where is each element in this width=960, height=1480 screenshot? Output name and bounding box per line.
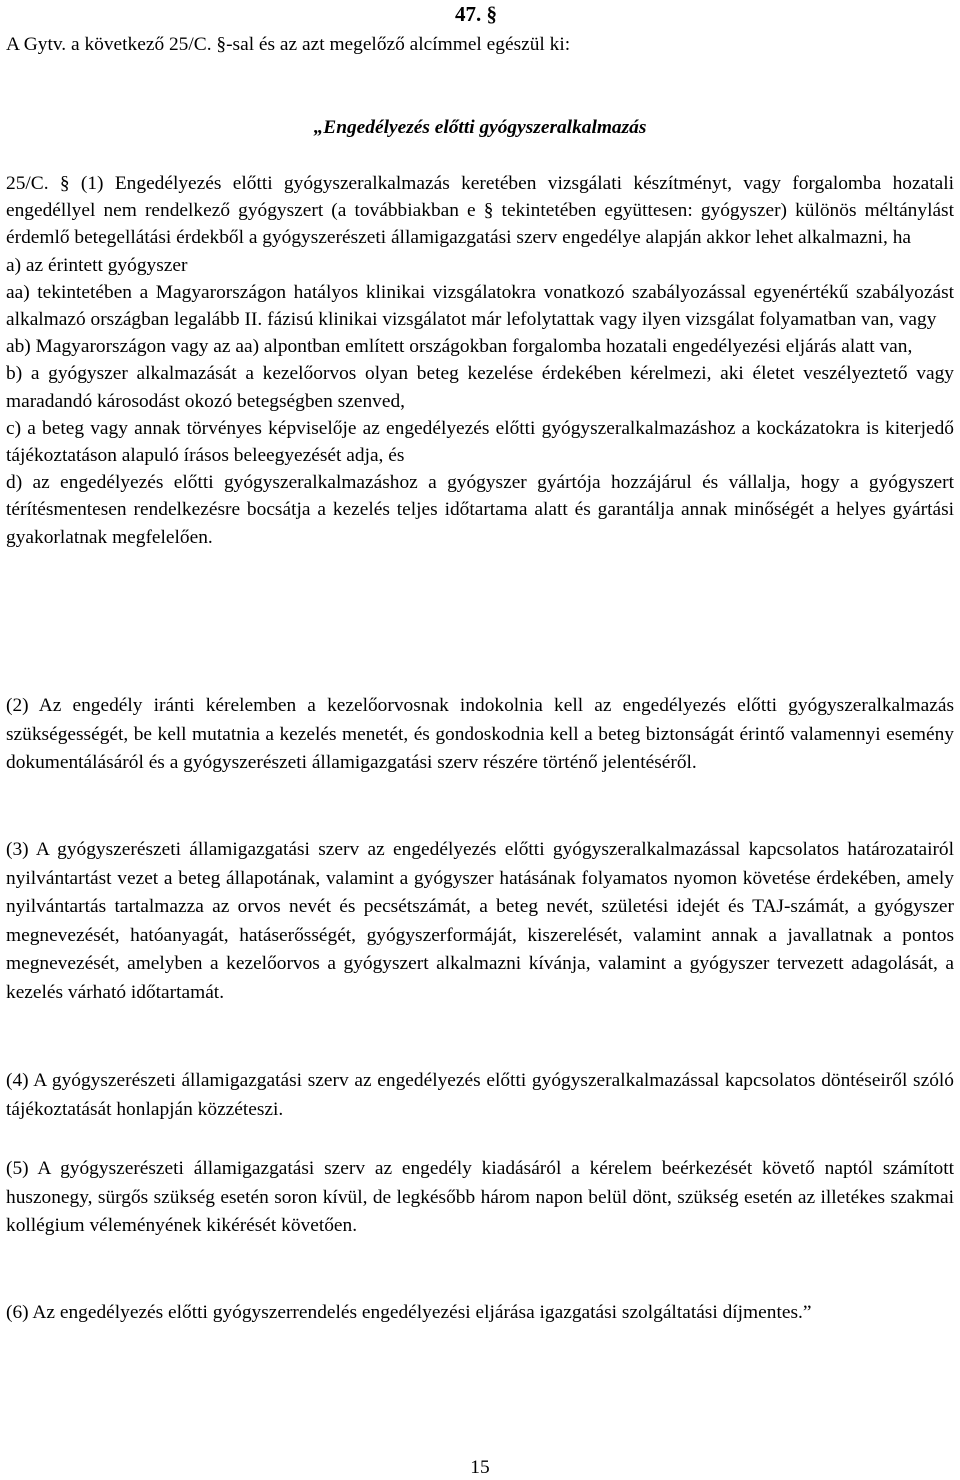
paragraph-1-block (6, 170, 954, 551)
paragraph-2: (2) Az engedély iránti kérelemben a kezelőorvosnak indokolnia kell az engedélyezés előtti gyógyszeralkalmazás szükségességét, be kell mutatnia a kezelés menetét, és gondoskodnia kell a beteg biztonságát érintő valamennyi esemény dokumentálásáról és a gyógyszerészeti államigazgatási szerv részére történő jelentéséről. (6, 695, 954, 774)
page-number: 15 (470, 1457, 490, 1478)
section-number: 47. § (455, 2, 497, 26)
list-item-b: b) a gyógyszer alkalmazását a kezelőorvos olyan beteg kezelése érdekében kérelmezi, aki életet veszélyeztető vagy maradandó károsodást okozó betegségben szenved, (6, 363, 954, 412)
list-item-a: a) az érintett gyógyszer (6, 254, 188, 276)
list-item-aa: aa) tekintetében a Magyarországon hatályos klinikai vizsgálatokra vonatkozó szabályozással egyenértékű szabályozást alkalmazó országban legalább II. fázisú klinikai vizsgálatot már lefolytattak vagy ilyen vizsgálat folyamatban van, vagy (6, 281, 954, 331)
paragraph-6: (6) Az engedélyezés előtti gyógyszerrendelés engedélyezési eljárása igazgatási szolgáltatási díjmentes.” (6, 1302, 812, 1323)
list-item-c: c) a beteg vagy annak törvényes képviselője az engedélyezés előtti gyógyszeralkalmazáshoz a kockázatokra is kiterjedő tájékoztatáson alapuló írásos beleegyezését adja, és (6, 417, 954, 467)
paragraph-5: (5) A gyógyszerészeti államigazgatási szerv az engedély kiadásáról a kérelem beérkezését követő naptól számított huszonegy, sürgős szükség esetén soron kívül, de legkésőbb három napon belül dönt, szükség esetén az illetékes szakmai kollégium véleményének kikérését követően. (6, 1158, 954, 1237)
list-item-d: d) az engedélyezés előtti gyógyszeralkalmazáshoz a gyógyszer gyártója hozzájárul és vállalja, hogy a gyógyszert térítésmentesen rendelkezésre bocsátja a kezelés teljes időtartama alatt és garantálja annak minőségét a helyes gyártási gyakorlatnak megfelelően. (6, 472, 954, 548)
intro-sentence: A Gytv. a következő 25/C. §-sal és az azt megelőző alcímmel egészül ki: (6, 34, 571, 55)
paragraph-3: (3) A gyógyszerészeti államigazgatási szerv az engedélyezés előtti gyógyszeralkalmazással kapcsolatos határozatairól nyilvántartást vezet a beteg állapotának, valamint a gyógyszer hatásának folyamatos nyomon követése érdekében, amely nyilvántartás tartalmazza az orvos nevét és pecsétszámát, a beteg nevét, születési idejét és TAJ-számát, a gyógyszer megnevezését, hatóanyagát, hatáserősségét, gyógyszerformáját, kiszerelését, valamint annak a javallatnak a pontos megnevezését, amelyben a kezelőorvos a gyógyszert alkalmazni kívánja, valamint a gyógyszer tervezett adagolását, a kezelés várható időtartamát. (6, 839, 954, 1003)
paragraph-1: 25/C. § (1) Engedélyezés előtti gyógyszeralkalmazás keretében vizsgálati készítményt, vagy forgalomba hozatali engedéllyel nem rendelkező gyógyszert (a továbbiakban e § tekintetében együttesen: gyógyszer) különös méltánylást érdemlő betegellátási érdekből a gyógyszerészeti államigazgatási szerv engedélye alapján akkor lehet alkalmazni, ha (6, 173, 954, 249)
subsection-title: „Engedélyezés előtti gyógyszeralkalmazás (313, 117, 647, 138)
paragraph-4: (4) A gyógyszerészeti államigazgatási szerv az engedélyezés előtti gyógyszeralkalmazással kapcsolatos döntéseiről szóló tájékoztatását honlapján közzéteszi. (6, 1070, 954, 1120)
list-item-ab: ab) Magyarországon vagy az aa) alpontban említett országokban forgalomba hozatali engedélyezési eljárás alatt van, (6, 336, 913, 358)
